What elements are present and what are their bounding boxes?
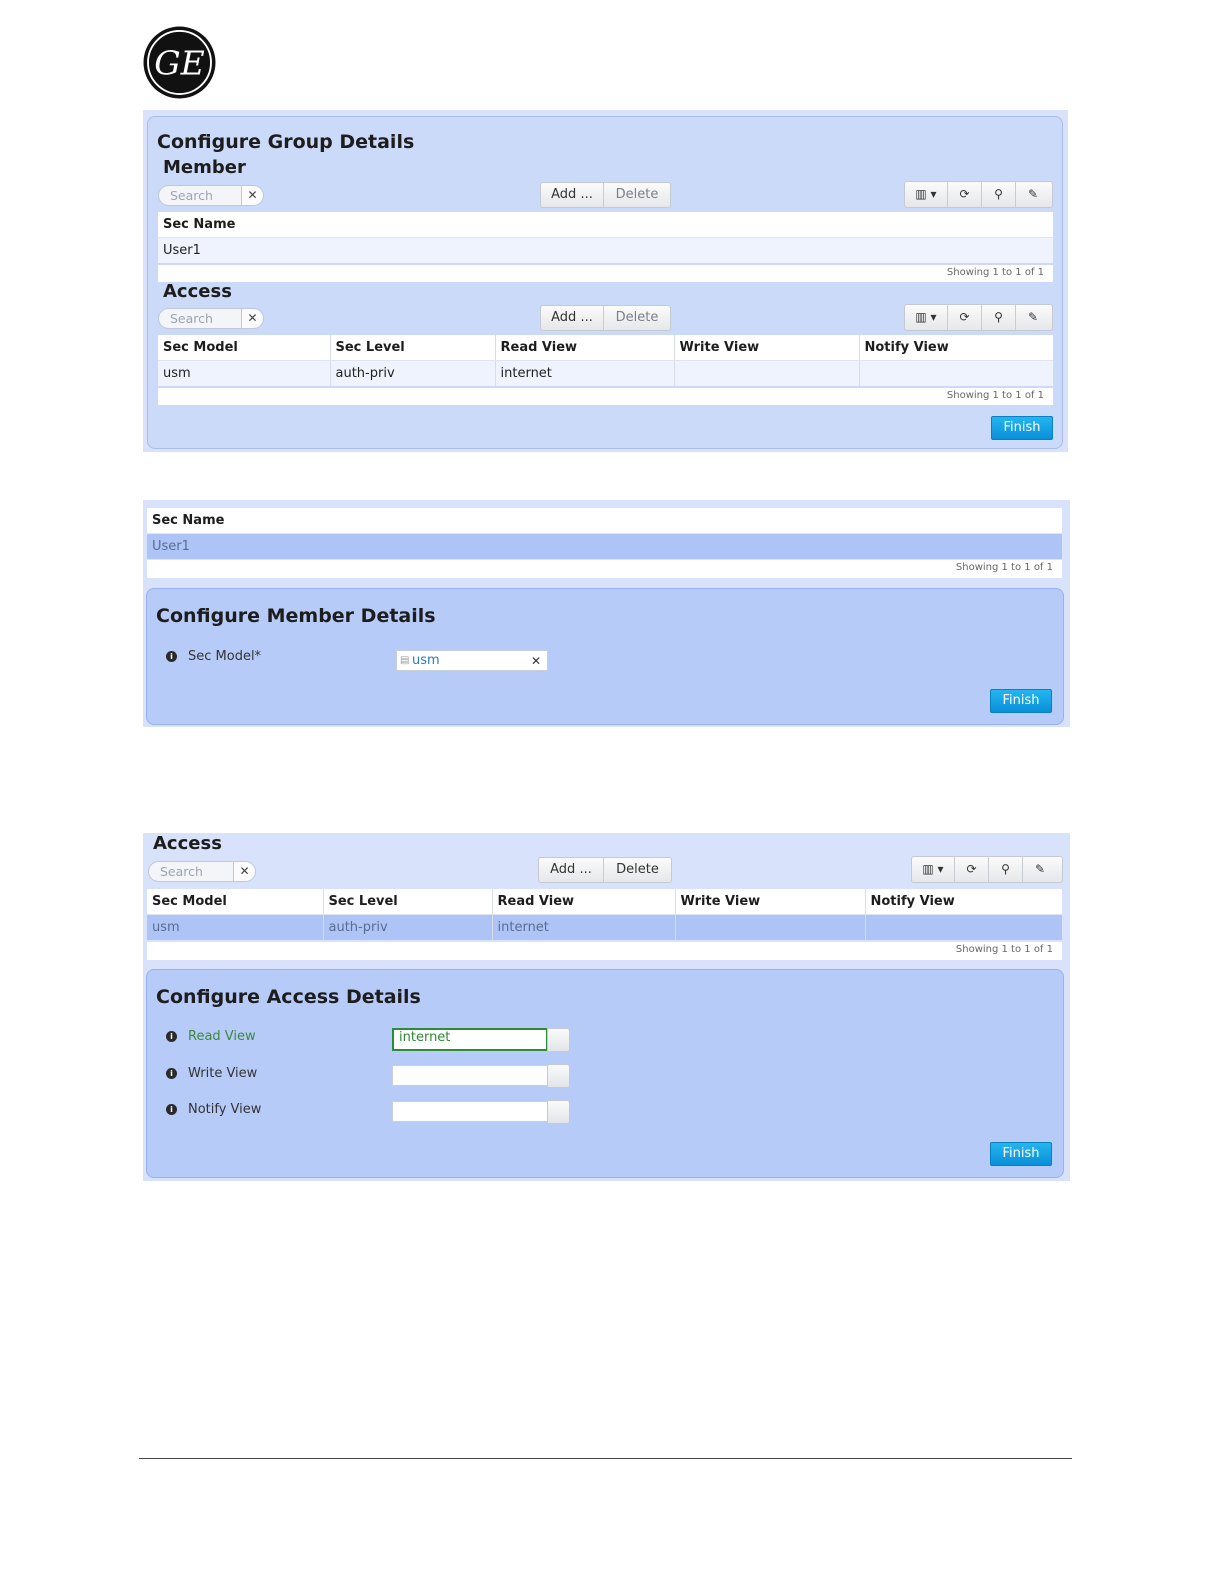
access-toolbar — [904, 304, 1053, 331]
close-icon[interactable]: ✕ — [241, 185, 264, 206]
delete-button[interactable]: Delete — [615, 310, 659, 325]
table-cell: internet — [495, 360, 674, 386]
table-cell — [859, 360, 1053, 386]
read-view-label — [166, 1029, 256, 1044]
sec-model-field[interactable] — [396, 650, 548, 671]
access-table — [158, 335, 1053, 386]
add-button[interactable]: Add ... — [541, 306, 604, 330]
table-header — [147, 889, 1062, 914]
notify-view-input[interactable] — [392, 1101, 548, 1122]
table-cell: usm — [147, 914, 323, 940]
member-pager: Showing 1 to 1 of 1 — [158, 265, 1053, 282]
wrench-icon[interactable]: ✎ — [1027, 187, 1039, 201]
delete-button[interactable]: Delete — [616, 862, 659, 877]
member-toolbar — [904, 181, 1053, 208]
table-row[interactable] — [158, 237, 1053, 263]
search-icon[interactable]: ⚲ — [982, 182, 1016, 207]
table-cell: User1 — [147, 533, 1062, 559]
add-button[interactable]: Add ... — [541, 183, 604, 207]
finish-button[interactable]: Finish — [991, 416, 1053, 440]
group-details-panel — [147, 116, 1063, 449]
access-toolbar — [911, 856, 1063, 883]
table-cell — [674, 360, 859, 386]
access-heading: Access — [153, 833, 222, 854]
column-header[interactable]: Sec Model — [147, 889, 323, 914]
table-cell: auth-priv — [330, 360, 495, 386]
list-icon: ▤ — [400, 655, 410, 666]
info-icon: i — [166, 1068, 177, 1079]
member-actions — [540, 182, 671, 208]
table-row[interactable] — [147, 533, 1062, 559]
column-header[interactable]: Sec Name — [158, 212, 1053, 237]
access-search — [148, 861, 256, 882]
table-row[interactable] — [147, 914, 1062, 940]
refresh-icon[interactable]: ⟳ — [955, 857, 989, 882]
member-pager: Showing 1 to 1 of 1 — [147, 560, 1062, 578]
section-title: Configure Member Details — [156, 605, 436, 627]
access-search — [158, 308, 264, 329]
member-heading: Member — [163, 157, 246, 178]
access-pager: Showing 1 to 1 of 1 — [147, 942, 1062, 960]
table-cell: internet — [492, 914, 675, 940]
column-header[interactable]: Write View — [675, 889, 865, 914]
column-header[interactable]: Notify View — [865, 889, 1062, 914]
group-details-screenshot — [143, 110, 1068, 452]
read-view-label-text: Read View — [188, 1029, 256, 1044]
write-view-trigger[interactable] — [547, 1064, 570, 1088]
read-view-trigger[interactable] — [547, 1028, 570, 1052]
member-table — [147, 508, 1062, 559]
column-header[interactable]: Notify View — [859, 335, 1053, 360]
close-icon[interactable]: ✕ — [531, 653, 542, 668]
column-header[interactable]: Read View — [492, 889, 675, 914]
access-search-input[interactable]: Search — [148, 861, 233, 882]
member-search-input[interactable]: Search — [158, 185, 241, 206]
svg-text:GE: GE — [154, 43, 205, 83]
member-details-screenshot — [143, 500, 1070, 727]
access-details-screenshot — [143, 833, 1070, 1181]
wrench-icon[interactable]: ✎ — [1027, 310, 1039, 324]
access-table — [147, 889, 1062, 940]
info-icon: i — [166, 651, 177, 662]
member-details-panel — [146, 588, 1064, 725]
close-icon[interactable]: ✕ — [241, 308, 264, 329]
column-header[interactable]: Read View — [495, 335, 674, 360]
column-header[interactable]: Write View — [674, 335, 859, 360]
notify-view-trigger[interactable] — [547, 1100, 570, 1124]
close-icon[interactable]: ✕ — [233, 861, 256, 882]
read-view-input[interactable]: internet — [392, 1028, 548, 1051]
member-search — [158, 185, 264, 206]
sec-model-value: usm — [412, 653, 440, 668]
wrench-icon[interactable]: ✎ — [1034, 862, 1046, 876]
info-icon: i — [166, 1104, 177, 1115]
sec-model-label — [166, 649, 261, 664]
table-cell — [675, 914, 865, 940]
column-header[interactable]: Sec Name — [147, 508, 1062, 533]
access-search-input[interactable]: Search — [158, 308, 241, 329]
search-icon[interactable]: ⚲ — [989, 857, 1023, 882]
bar-chart-icon[interactable]: ▥ ▾ — [905, 182, 948, 207]
access-actions — [538, 857, 672, 883]
table-header — [147, 508, 1062, 533]
ge-logo — [142, 25, 217, 100]
table-row[interactable] — [158, 360, 1053, 386]
refresh-icon[interactable]: ⟳ — [948, 182, 982, 207]
notify-view-label-text: Notify View — [188, 1102, 262, 1117]
write-view-label — [166, 1066, 257, 1081]
bar-chart-icon[interactable]: ▥ ▾ — [905, 305, 948, 330]
column-header[interactable]: Sec Level — [330, 335, 495, 360]
write-view-input[interactable] — [392, 1065, 548, 1086]
add-button[interactable]: Add ... — [539, 858, 604, 882]
sec-model-label-text: Sec Model* — [188, 649, 262, 664]
info-icon: i — [166, 1031, 177, 1042]
access-details-panel — [146, 969, 1064, 1178]
refresh-icon[interactable]: ⟳ — [948, 305, 982, 330]
page-title: Configure Group Details — [157, 131, 415, 153]
access-heading: Access — [163, 281, 232, 302]
table-cell: usm — [158, 360, 330, 386]
access-pager: Showing 1 to 1 of 1 — [158, 388, 1053, 405]
table-header — [158, 335, 1053, 360]
write-view-label-text: Write View — [188, 1066, 258, 1081]
table-cell: User1 — [158, 237, 1053, 263]
finish-button[interactable]: Finish — [990, 1142, 1052, 1166]
access-actions — [540, 305, 671, 331]
table-cell: auth-priv — [323, 914, 492, 940]
column-header[interactable]: Sec Level — [323, 889, 492, 914]
delete-button[interactable]: Delete — [615, 187, 659, 202]
bar-chart-icon[interactable]: ▥ ▾ — [912, 857, 955, 882]
notify-view-label — [166, 1102, 261, 1117]
section-title: Configure Access Details — [156, 986, 421, 1008]
finish-button[interactable]: Finish — [990, 689, 1052, 713]
table-cell — [865, 914, 1062, 940]
table-header — [158, 212, 1053, 237]
search-icon[interactable]: ⚲ — [982, 305, 1016, 330]
footer-rule — [139, 1458, 1072, 1459]
column-header[interactable]: Sec Model — [158, 335, 330, 360]
member-table — [158, 212, 1053, 263]
